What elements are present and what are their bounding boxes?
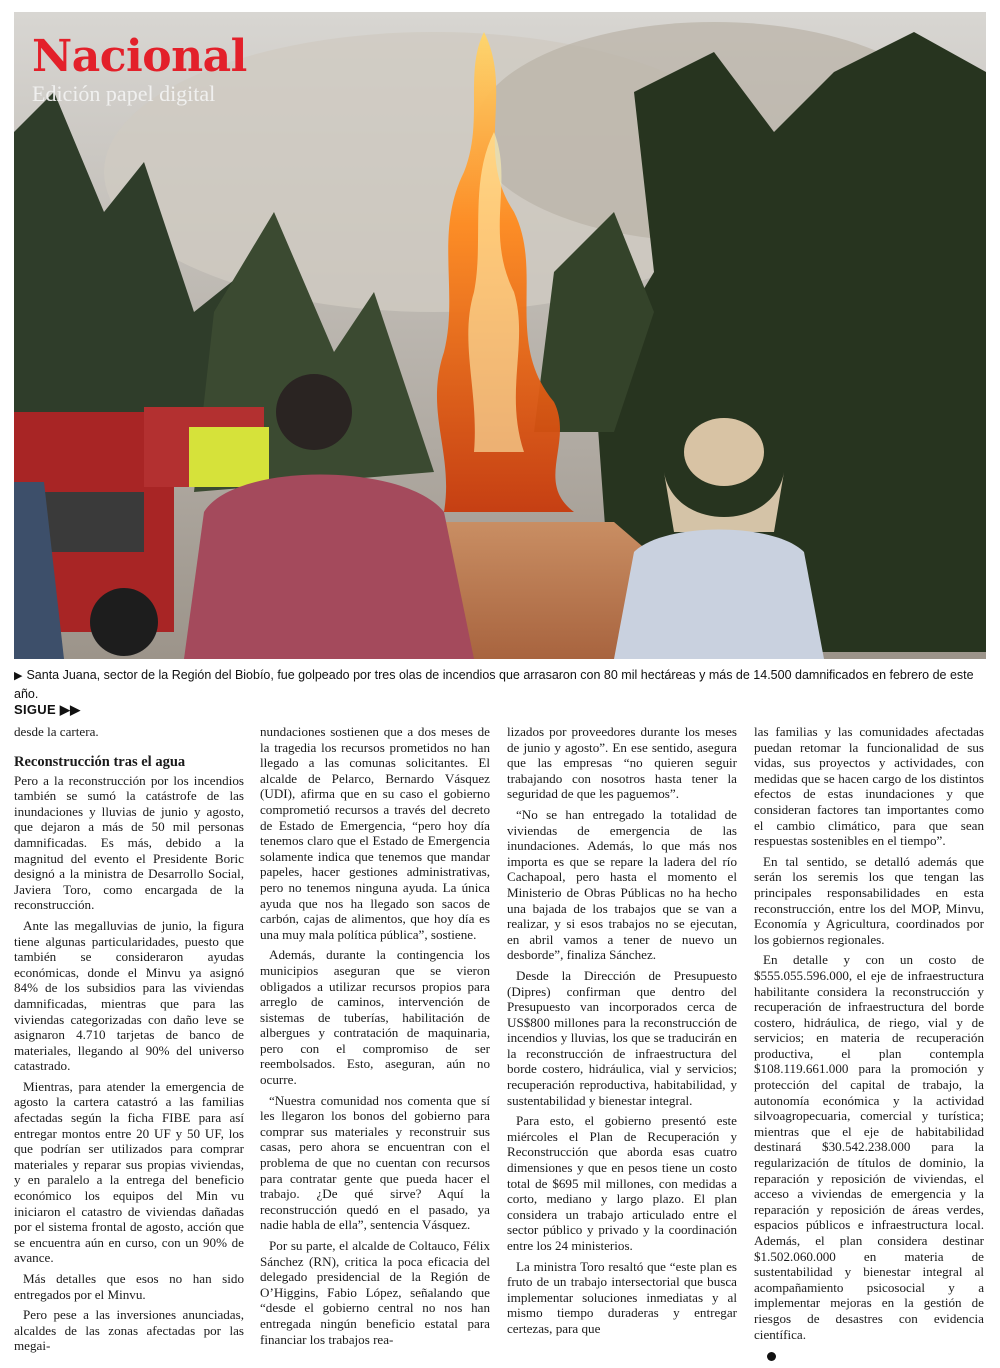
- paragraph: Por su parte, el alcalde de Coltauco, Félix Sánchez (RN), critica la poca eficacia del delegado presidencial de la Región de O’Higgins, Fabio López, señalando que “desde el gobierno central no nos han entregada ningún beneficio estatal para financiar los trabajos rea-: [260, 1238, 490, 1347]
- paragraph: las familias y las comunidades afectadas puedan retomar la funcionalidad de sus vidas, sus proyectos y actividades, con medidas que se hacen cargo de los distintos efectos de estas inundaciones y que consideran factores tan importantes como el cambio climático, para que sean respuestas sostenibles en el tiempo”.: [754, 724, 984, 849]
- paragraph: “Nuestra comunidad nos comenta que sí les llegaron los bonos del gobierno para comprar sus materiales y reconstruir sus casas, pero ahora se encuentran con el problema de que no cuentan con recursos para contratar gente que pueda hacer el trabajo. ¿De qué sirve? Aquí la reconstrucción quedó en el pasado, ya nadie habla de ella”, sentencia Vásquez.: [260, 1092, 490, 1233]
- paragraph: desde la cartera.: [14, 724, 99, 739]
- paragraph-final: [754, 1347, 984, 1363]
- section-title: Nacional: [32, 31, 247, 82]
- paragraph: Pero a la reconstrucción por los incendios también se sumó la catástrofe de las inundaciones y lluvias de junio y agosto, que dejaron a más de 50 mil personas damnificadas. Es más, debido a la magnitud del evento el Presidente Boric designó a la ministra de Desarrollo Social, Javiera Toro, como encargada de la reconstrucción.: [14, 772, 244, 913]
- continue-label: SIGUE ▶▶: [14, 702, 81, 717]
- paragraph: Desde la Dirección de Presupuesto (Dipres) confirman que dentro del Presupuesto van incorporados cerca de US$800 millones para la reconstrucción de incendios y lluvias, los que se traducirán en la reconstrucción de infraestructura del borde costero, hidráulica, vial y servicios; recuperación reproductiva, habitabilidad, y sustentabilidad y bienestar integral.: [507, 967, 737, 1108]
- paragraph: Pero pese a las inversiones anunciadas, alcaldes de las zonas afectadas por las megai-: [14, 1307, 244, 1354]
- paragraph: lizados por proveedores durante los meses de junio y agosto”. En ese sentido, asegura que las empresas “no quieren seguir trabajando con nosotros hasta tener la seguridad de que les paguemos”.: [507, 724, 737, 802]
- article-column-1: [14, 724, 244, 1359]
- caption-arrow-icon: ▶: [14, 670, 23, 682]
- edition-label: Edición papel digital: [32, 81, 216, 106]
- wildfire-illustration: [14, 12, 986, 659]
- photo-caption: [14, 666, 986, 703]
- paragraph: En detalle y con un costo de $555.055.596.000, el eje de infraestructura habilitante considera la reconstrucción y recuperación de infraestructura del borde costero, hidráulica, de riego, vial y de servicios; en materia de recuperación productiva, el plan contempla $108.119.661.000 para la promoción y protección del capital de trabajo, la autonomía económica y la actividad silvoagropecuaria, comercial y turística; mientras que el eje de habitabilidad destinará $30.542.238.000 para la regularización de títulos de dominio, la reparación y reposición de viviendas, el acceso a viviendas de emergencia y la reparación y reposición de áreas verdes, espacios públicos e infraestructura local. Además, el plan considera destinar $1.502.060.000 en materia de sustentabilidad y bienestar integral al acompañamiento psicosocial y a implementar mejoras en la gestión de riesgos de desastres con evidencia científica.: [754, 952, 984, 1342]
- article-column-2: [260, 724, 490, 1352]
- article-column-3: [507, 724, 737, 1342]
- paragraph: Para esto, el gobierno presentó este miércoles el Plan de Recuperación y Reconstrucción que aborda esas cuatro dimensiones y que en pesos tiene un costo total de $695 mil millones, con medidas a corto, mediano y largo plazo. El plan considera un trabajo articulado entre el sector público y privado y la coordinación entre los 24 ministerios.: [507, 1113, 737, 1253]
- paragraph: nundaciones sostienen que a dos meses de la tragedia los recursos prometidos no han llegado a las comunas solicitantes. El alcalde de Pelarco, Bernardo Vásquez (UDI), afirma que en su caso el gobierno comprometió recursos a través del decreto de Estado de Emergencia, “pero hoy día tenemos claro que el Estado de Emergencia solamente indica que tenemos que mandar papeles, hacer gestiones administrativas, pero no tenemos ninguna ayuda. La única ayuda que nos ha llegado son sacos de carbón, cajas de alimentos, que hoy día es una muy mala política pública”, sostiene.: [260, 724, 490, 942]
- paragraph: Mientras, para atender la emergencia de agosto la cartera catastró a las familias afectadas según la ficha FIBE para así entregar montos entre 20 UF y 50 UF, los que podrían ser utilizados para comprar materiales y reparar sus propias viviendas, y en paralelo a la entrega del beneficio económico los equipos del Min vu iniciaron el catastro de viviendas dañadas por el sistema frontal de agosto, acción que se encuentra aún en curso, con un 90% de avance.: [14, 1078, 244, 1266]
- wildfire-photo: [14, 12, 986, 659]
- paragraph: Además, durante la contingencia los municipios aseguran que se vieron obligados a utilizar recursos propios para arreglo de caminos, intervención de sistemas de tuberías, habilitación de albergues y contratación de maquinaria, pero con el compromiso de ser reembolsados. Esto, aseguran, aún no ocurre.: [260, 947, 490, 1088]
- subheading: Reconstrucción tras el agua: [14, 753, 186, 770]
- paragraph: Ante las megalluvias de junio, la figura tiene algunas particularidades, puesto que también se consideraron ayudas económicas, donde el Minvu ya asignó 84% de los subsidios para las viviendas damnificadas, mientras que para las viviendas categorizadas con daño leve se asignaron 4.710 tarjetas de banco de materiales, llegando al 90% del universo catastrado.: [14, 917, 244, 1074]
- paragraph: Más detalles que esos no han sido entregados por el Minvu.: [14, 1271, 244, 1302]
- article-column-4: [754, 724, 984, 1368]
- photo-caption-text: Santa Juana, sector de la Región del Biobío, fue golpeado por tres olas de incendios que arrasaron con 80 mil hectáreas y más de 14.500 damnificados en febrero de este año.: [14, 668, 974, 701]
- paragraph: En tal sentido, se detalló además que serán los seremis los que tengan las principales responsabilidades en esta reconstrucción, entre los del MOP, Minvu, Economía y Agricultura, coordinados por los gobiernos regionales.: [754, 853, 984, 947]
- paragraph: “No se han entregado la totalidad de viviendas de emergencia de las inundaciones. Además, lo que más nos importa es que se repare la ladera del río Cachapoal, pero hasta el momento el Ministerio de Obras Públicas no ha hecho una bajada de los trabajos que se van a realizar, y si esos trabajos no se ejecutan, en abril vamos a tener de nuevo un desborde”, finaliza Sánchez.: [507, 806, 737, 963]
- end-of-article-icon: [767, 1352, 776, 1361]
- paragraph: La ministra Toro resaltó que “este plan es fruto de un trabajo intersectorial que busca implementar soluciones inmediatas y al mismo tiempo duraderas y entregar certezas, para que: [507, 1258, 737, 1336]
